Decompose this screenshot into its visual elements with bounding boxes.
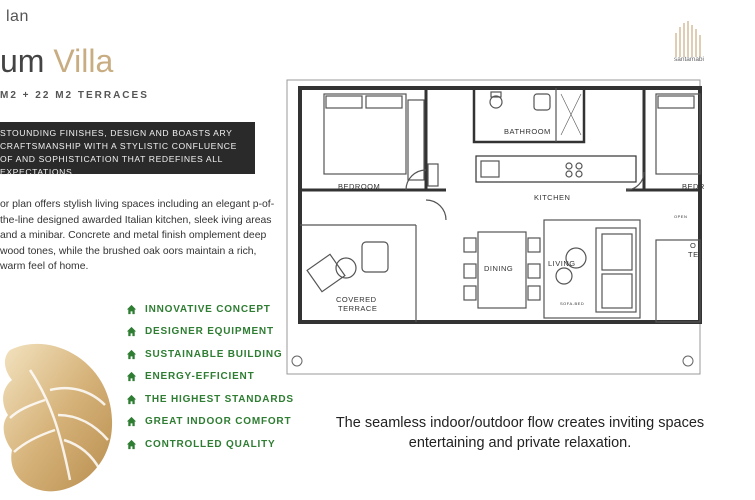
feature-item (126, 366, 294, 389)
golden-leaf-illustration (0, 330, 120, 500)
brand-name: santamabi (674, 56, 704, 63)
caption-line-2: entertaining and private relaxation. (408, 435, 632, 451)
highlight-box (0, 122, 255, 177)
room-label-bedroom-right: BEDR (682, 182, 705, 191)
room-label-sofa-bed: SOFA-BED (560, 301, 585, 306)
room-label-dining: DINING (484, 264, 514, 273)
feature-label: CONTROLLED QUALITY (145, 438, 276, 450)
house-icon (126, 349, 137, 360)
plan-label: lan (6, 8, 29, 25)
feature-label: SUSTAINABLE BUILDING (145, 348, 283, 360)
room-label-bathroom: BATHROOM (504, 127, 551, 136)
feature-item (126, 298, 294, 321)
house-icon (126, 304, 137, 315)
room-label-covered: COVERED (336, 295, 377, 304)
feature-label: THE HIGHEST STANDARDS (145, 393, 294, 405)
house-icon (126, 326, 137, 337)
highlight-text: STOUNDING FINISHES, DESIGN AND BOASTS ARY CRAFTSMANSHIP WITH A STYLISTIC CONFLUENCE OF AND SOPHISTICATION THAT REDEFINES ALL EXPECTATIONS. (0, 128, 237, 177)
feature-item (126, 411, 294, 434)
area-text: M2 + 22 M2 TERRACES (0, 90, 149, 101)
description-text: or plan offers stylish living spaces including an elegant p-of-the-line designed awarded Italian kitchen, sleek iving areas and a minibar. Concrete and metal finish omplement deep wood tones, while the brushed oak oors maintain a rich, warm feel of home. (0, 199, 275, 273)
feature-label: ENERGY-EFFICIENT (145, 371, 255, 383)
villa-title (0, 44, 113, 78)
caption (285, 413, 755, 453)
house-icon (126, 394, 137, 405)
features-list (126, 298, 294, 456)
floor-plan (286, 80, 705, 380)
feature-item (126, 388, 294, 411)
feature-label: INNOVATIVE CONCEPT (145, 303, 271, 315)
house-icon (126, 371, 137, 382)
room-label-open: OPEN (674, 214, 688, 219)
villa-title-part2: Villa (53, 43, 114, 79)
room-label-terrace: TERRACE (338, 304, 378, 313)
room-label-kitchen: KITCHEN (534, 193, 571, 202)
feature-label: GREAT INDOOR COMFORT (145, 416, 292, 428)
feature-item (126, 321, 294, 344)
room-label-outer-1: O (690, 241, 697, 250)
feature-item (126, 343, 294, 366)
house-icon (126, 439, 137, 450)
house-icon (126, 416, 137, 427)
room-label-living: LIVING (548, 259, 576, 268)
caption-line-1: The seamless indoor/outdoor flow creates inviting spaces (335, 415, 705, 431)
room-label-outer-2: TE (688, 250, 699, 259)
feature-item (126, 433, 294, 456)
room-label-bedroom-left: BEDROOM (338, 182, 381, 191)
feature-label: DESIGNER EQUIPMENT (145, 326, 274, 338)
villa-title-part1: um (0, 43, 45, 79)
